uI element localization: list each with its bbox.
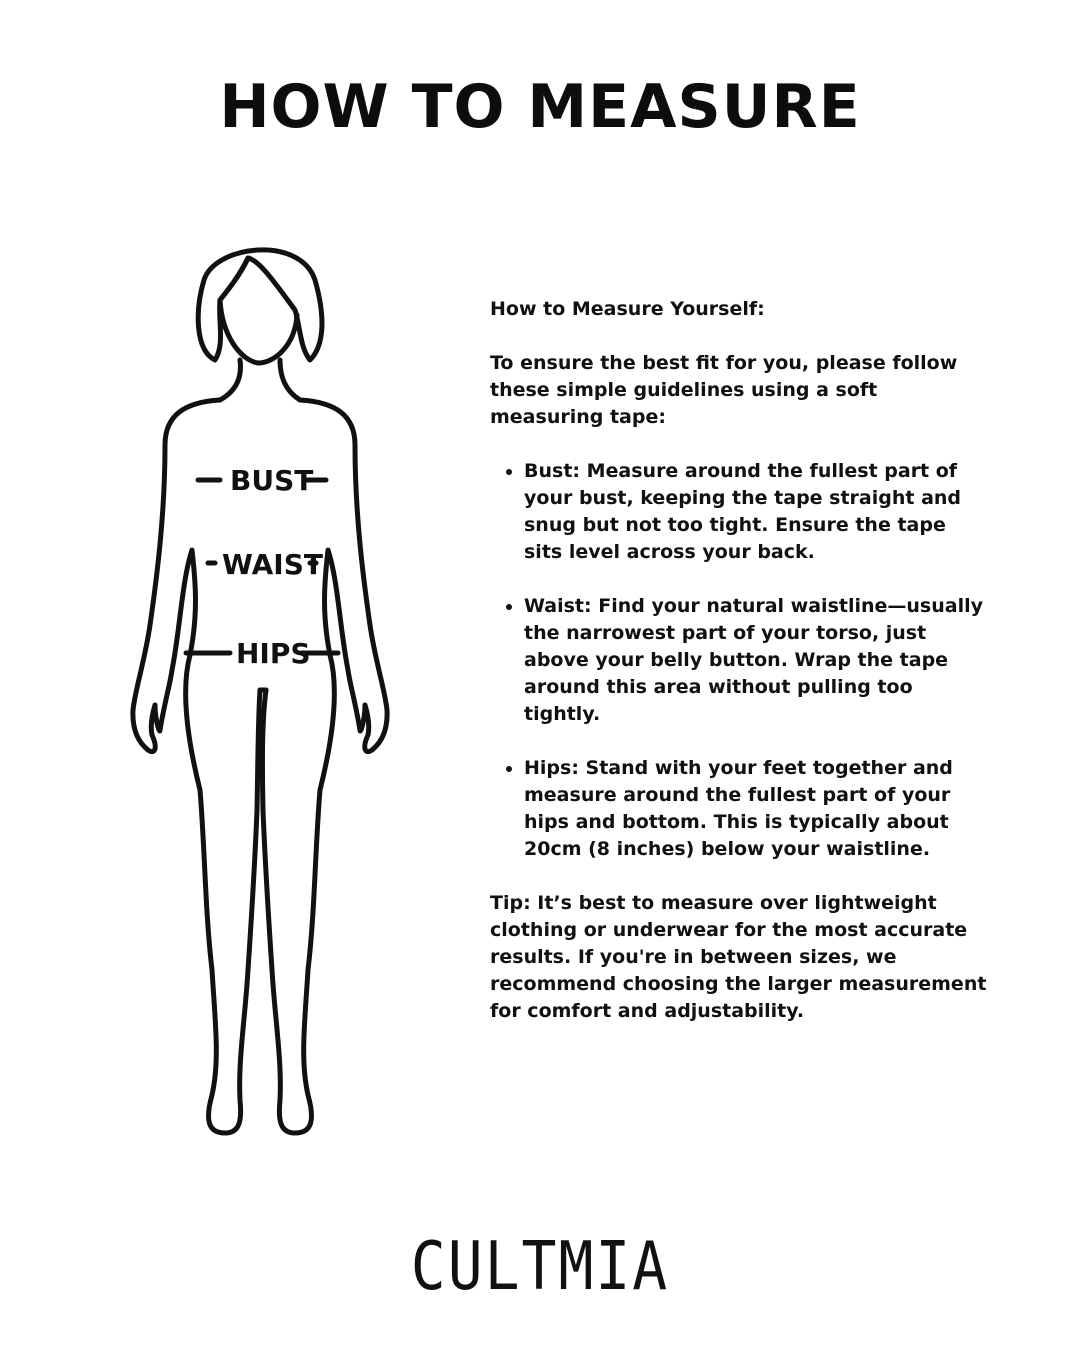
instructions-tip: Tip: It’s best to measure over lightweight clothing or underwear for the most accurate results. If you're in between sizes, we recommend choosing the larger measurement for comfort and adjustability. [490, 892, 987, 1022]
list-item-bust: • Bust: Measure around the fullest part of your bust, keeping the tape straight and snug but not too tight. Ensure the tape sits level across your back. [524, 458, 990, 566]
list-item-waist: • Waist: Find your natural waistline—usually the narrowest part of your torso, just above your belly button. Wrap the tape around this area without pulling too tightly. [524, 593, 990, 728]
neck-left [220, 360, 240, 400]
hips-label: HIPS [236, 637, 311, 670]
hair-outline [198, 250, 322, 360]
brand-logo: CULTMIA [410, 1226, 670, 1306]
page-title: HOW TO MEASURE [219, 72, 861, 142]
waist-label: WAIST [222, 548, 323, 581]
face-outline [220, 258, 297, 363]
neck-right [280, 360, 300, 400]
bust-label: BUST [230, 464, 314, 497]
left-side-outline [133, 400, 260, 1133]
body-outline-svg [100, 230, 430, 1150]
measuring-instructions [490, 296, 990, 1052]
body-figure-illustration [100, 230, 430, 1150]
right-side-outline [262, 400, 387, 1133]
instructions-heading: How to Measure Yourself: [490, 298, 765, 320]
list-item-hips: • Hips: Stand with your feet together and measure around the fullest part of your hips and bottom. This is typically about 20cm (8 inches) below your waistline. [524, 755, 990, 863]
instructions-list [490, 458, 990, 863]
instructions-intro: To ensure the best fit for you, please follow these simple guidelines using a soft measuring tape: [490, 352, 958, 428]
